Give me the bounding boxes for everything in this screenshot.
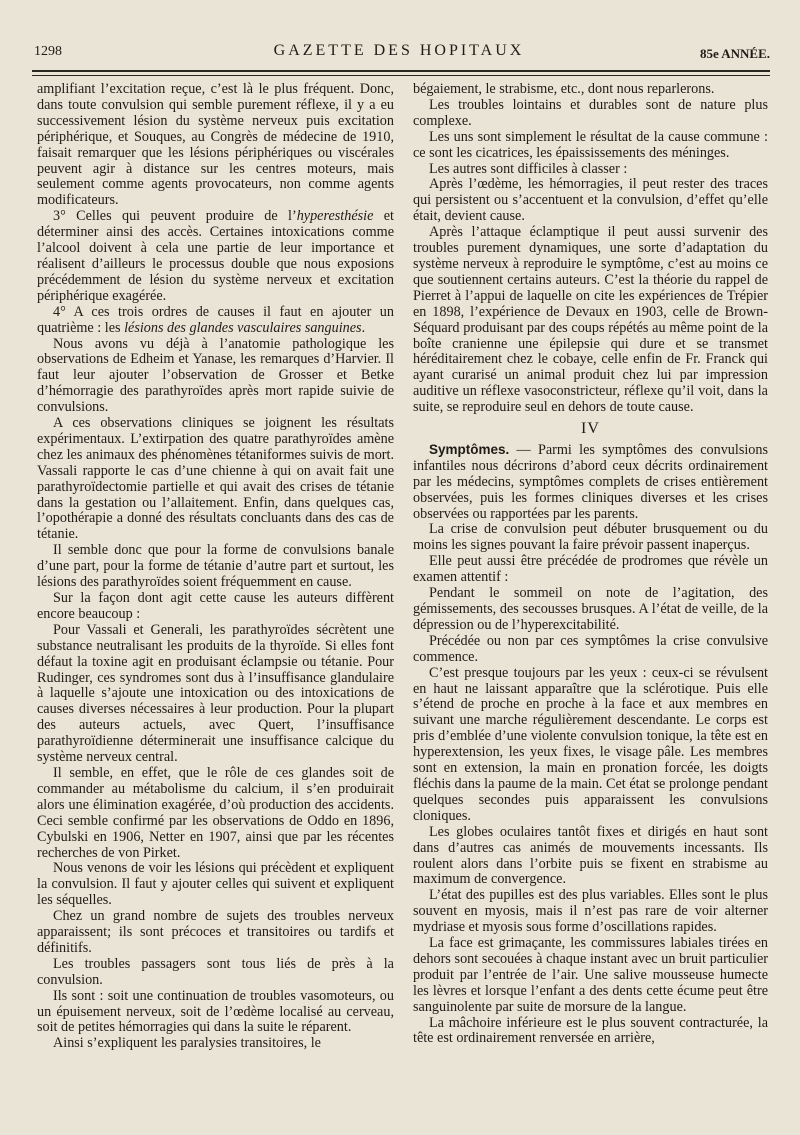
paragraph: Pendant le sommeil on note de l’agitation, des gémissements, des secousses brusques. A l’état de veille, de la dépression ou de l’hyperexcitabilité. — [413, 585, 768, 633]
journal-title: GAZETTE DES HOPITAUX — [273, 42, 525, 59]
paragraph: C’est presque toujours par les yeux : ceux-ci se révulsent en haut ne laissant apparaître que la sclérotique. Puis elle s’étend de proche en proche à la face et aux membres en suivant une marche régulièrement descendante. Le corps est pris d’emblée d’une violente convulsion tonique, la tête est en hyperextension, les yeux fixes, le visage pâle. Les membres sont en extension, la main en pronation forcée, les doigts fléchis dans la paume de la main. Cet état se prolonge pendant quelques secondes puis apparaissent les convulsions cloniques. — [413, 664, 768, 824]
section-label: Symptômes. — [429, 441, 510, 457]
paragraph: La crise de convulsion peut débuter brusquement ou du moins les signes pouvant la faire prévoir passent inaperçus. — [413, 521, 768, 554]
paragraph: Les autres sont difficiles à classer : — [429, 160, 628, 177]
paragraph: Ainsi s’expliquent les paralysies transitoires, le — [53, 1035, 321, 1052]
paragraph: Après l’œdème, les hémorragies, il peut rester des traces qui persistent ou s’accentuent et la convulsion, d’effet qu’elle était, devient cause. — [413, 176, 768, 225]
left-column — [37, 82, 394, 1052]
paragraph: Sur la façon dont agit cette cause les auteurs diffèrent encore beaucoup : — [37, 590, 394, 622]
paragraph: Nous avons vu déjà à l’anatomie pathologique les observations de Edheim et Yanase, les remarques d’Harvier. Il faut leur ajouter l’observation de Grosser et Betke d’hémorragie des parathyroïdes après mort rapide suivie de convulsions. — [37, 335, 394, 416]
paragraph: Ils sont : soit une continuation de troubles vasomoteurs, ou un épuisement nerveux, soit de l’œdème localisé au cerveau, soit de petites hémorragies qui dans la suite le réparent. — [37, 987, 394, 1036]
paragraph: Les globes oculaires tantôt fixes et dirigés en haut sont dans d’autres cas animés de mouvements incessants. Ils roulent alors dans l’orbite puis se fixent en strabisme au maximum de convergence. — [413, 823, 768, 888]
paragraph: Les troubles passagers sont tous liés de près à la convulsion. — [37, 955, 394, 988]
right-column — [413, 82, 768, 1047]
paragraph: La mâchoire inférieure est le plus souvent contracturée, la tête est ordinairement renversée en arrière, — [413, 1014, 768, 1047]
paragraph: Symptômes. — Parmi les symptômes des convulsions infantiles nous décrirons d’abord ceux décrits ordinairement par les médecins, symptômes complets de crises entièrement observées, puis les formes cliniques diverses et les crises observées ou rapportées par les parents. — [413, 441, 768, 522]
paragraph: Chez un grand nombre de sujets des troubles nerveux apparaissent; ils sont précoces et transitoires ou tardifs et définitifs. — [37, 908, 394, 956]
paragraph: La face est grimaçante, les commissures labiales tirées en dehors sont secouées à chaque instant avec un bruit particulier produit par l’entrée de l’air. Une salive mousseuse humecte les lèvres et lorsque l’enfant a des dents cette écume peut être sanguinolente par suite de morsure de la langue. — [413, 935, 768, 1015]
paragraph: Les troubles lointains et durables sont de nature plus complexe. — [413, 96, 768, 129]
header-rule-thin — [32, 75, 770, 76]
paragraph: Elle peut aussi être précédée de prodromes que révèle un examen attentif : — [413, 553, 768, 586]
paragraph: 4° A ces trois ordres de causes il faut en ajouter un quatrième : les lésions des glandes vasculaires sanguines. — [37, 303, 394, 336]
page-number: 1298 — [34, 44, 62, 59]
paragraph: Nous venons de voir les lésions qui précèdent et expliquent la convulsion. Il faut y ajouter celles qui suivent et expliquent les séquelles. — [37, 860, 394, 909]
paragraph: amplifiant l’excitation reçue, c’est là le plus fréquent. Donc, dans toute convulsion qui semble purement réflexe, il y a eu successivement lésion du système nerveux puis excitation périphérique, et Souques, au Congrès de médecine de 1910, faisait remarquer que les lésions périphériques ou viscérales peuvent agir à distance sur les centres moteurs, mais seulement comme agents provocateurs, non comme agents modificateurs. — [37, 81, 394, 209]
section-heading: IV — [581, 420, 600, 438]
header-rule-thick — [32, 70, 770, 72]
volume-year: 85e ANNÉE. — [699, 46, 770, 61]
paragraph: bégaiement, le strabisme, etc., dont nous reparlerons. — [413, 81, 715, 97]
paragraph: Il semble, en effet, que le rôle de ces glandes soit de commander au métabolisme du calcium, il s’en produirait alors une élimination exagérée, d’où production des accidents. Ceci semble confirmé par les observations de Oddo en 1896, Cybulski en 1906, Netter en 1907, ainsi que par les récentes recherches de von Pirket. — [37, 764, 394, 861]
paragraph: Après l’attaque éclamptique il peut aussi survenir des troubles purement dynamiques, une sorte d’adaptation du système nerveux à reproduire le symptôme, c’est au moins ce que soutiennent certains auteurs. C’est la théorie du rappel de Pierret à l’appui de laquelle on cite les expériences de Trépier en 1898, l’expérience de Devaux en 1903, celle de Brown-Séquard produisant par des coups répétés au même point de la boîte cranienne une épilepsie qui dure et se transmet héréditairement chez le cobaye, celle enfin de Fr. Franck qui ayant curarisé un animal produit chez lui par impression auditive un réflexe vasoconstricteur, réflexe qu’il voit, dans la suite, se reproduire seul en dehors de toute cause. — [413, 224, 768, 416]
paragraph: 3° Celles qui peuvent produire de l’hyperesthésie et déterminer ainsi des accès. Certaines intoxications comme l’alcool doivent à cela une partie de leur importance et réalisent d’ailleurs le processus double que nous exposions précédemment de lésion du système nerveux et excitation périphérique exagérée. — [37, 208, 394, 304]
paragraph: Précédée ou non par ces symptômes la crise convulsive commence. — [413, 632, 768, 665]
paragraph: A ces observations cliniques se joignent les résultats expérimentaux. L’extirpation des quatre parathyroïdes amène chez les animaux des phénomènes tétaniformes suivis de mort. Vassali rapporte le cas d’une chienne à qui on avait fait une parathyroïdectomie partielle et qui avait des crises de tétanie dans la gestation ou l’allaitement. Enfin, dans quelques cas, l’opothérapie a donné des résultats concluants dans des cas de tétanie. — [37, 415, 394, 543]
paragraph: L’état des pupilles est des plus variables. Elles sont le plus souvent en myosis, mais il n’est pas rare de voir alterner mydriase et myosis sous forme d’oscillations rapides. — [413, 887, 768, 936]
paragraph: Il semble donc que pour la forme de convulsions banale d’une part, pour la forme de tétanie d’autre part et surtout, les lésions des parathyroïdes soient fréquemment en cause. — [37, 542, 394, 591]
page-header — [28, 40, 770, 64]
paragraph: Pour Vassali et Generali, les parathyroïdes sécrètent une substance neutralisant les produits de la thyroïde. Si elles font défaut la toxine agit en produisant éclampsie ou tétanie. Pour Rudinger, ces syndromes sont dus à l’insuffisance glandulaire à laquelle s’ajoute une intoxication ou des intoxications de causes diverses nécessaires à leur production. Pour la plupart des auteurs actuels, avec Quert, l’insuffisance parathyroïdienne déterminerait une insuffisance calcique du système nerveux central. — [37, 621, 394, 766]
paragraph: Les uns sont simplement le résultat de la cause commune : ce sont les cicatrices, les épaississements des méninges. — [413, 128, 768, 161]
